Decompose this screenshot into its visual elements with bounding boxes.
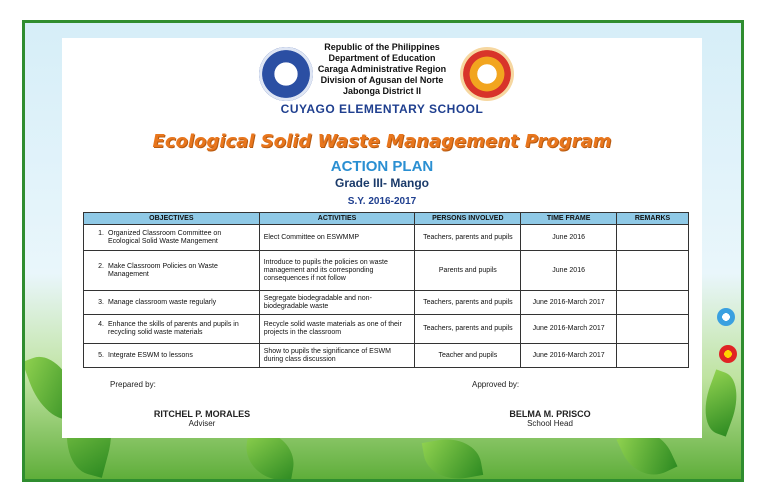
table-row — [84, 315, 689, 344]
table-row — [84, 291, 689, 315]
header-line: Jabonga District II — [342, 86, 422, 96]
persons-cell: Teachers, parents and pupils — [415, 225, 521, 251]
objective-text: Manage classroom waste regularly — [108, 298, 217, 306]
header-line: Division of Agusan del Norte — [320, 75, 444, 85]
remarks-cell — [617, 315, 689, 344]
approver-title: School Head — [527, 419, 573, 428]
column-header: OBJECTIVES — [84, 213, 260, 225]
table-row — [84, 251, 689, 291]
row-number: 2. — [98, 262, 104, 270]
objective-cell — [84, 344, 260, 368]
column-header: TIME FRAME — [521, 213, 617, 225]
timeframe-cell: June 2016 — [521, 225, 617, 251]
row-number: 3. — [98, 298, 104, 306]
flower-decoration-icon — [717, 308, 735, 326]
objective-cell — [84, 225, 260, 251]
grade-section: Grade III- Mango — [334, 176, 429, 190]
preparer-name: RITCHEL P. MORALES — [153, 409, 251, 419]
preparer-signature — [122, 409, 282, 428]
activity-cell: Elect Committee on ESWMMP — [259, 225, 415, 251]
header-line: Department of Education — [328, 53, 436, 63]
remarks-cell — [617, 291, 689, 315]
objective-cell — [84, 291, 260, 315]
school-year: S.Y. 2016-2017 — [347, 196, 417, 207]
action-plan-table — [83, 212, 689, 368]
persons-cell: Teachers, parents and pupils — [415, 291, 521, 315]
flower-decoration-icon — [719, 345, 737, 363]
remarks-cell — [617, 344, 689, 368]
remarks-cell — [617, 225, 689, 251]
background-frame — [22, 20, 744, 482]
preparer-title: Adviser — [188, 419, 216, 428]
persons-cell: Teachers, parents and pupils — [415, 315, 521, 344]
timeframe-cell: June 2016-March 2017 — [521, 291, 617, 315]
remarks-cell — [617, 251, 689, 291]
header-line: Republic of the Philippines — [324, 42, 440, 52]
objective-cell — [84, 315, 260, 344]
objective-text: Organized Classroom Committee on Ecological Solid Waste Mangement — [108, 229, 222, 245]
activity-cell: Recycle solid waste materials as one of their projects in the classroom — [259, 315, 415, 344]
timeframe-cell: June 2016-March 2017 — [521, 315, 617, 344]
column-header: REMARKS — [617, 213, 689, 225]
activity-cell: Segregate biodegradable and non-biodegradable waste — [259, 291, 415, 315]
leaf-decoration-icon — [696, 369, 744, 436]
row-number: 5. — [98, 351, 104, 359]
table-row — [84, 344, 689, 368]
activity-cell: Introduce to pupils the policies on waste management and its corresponding consequences if not follow — [259, 251, 415, 291]
document-subtitle: ACTION PLAN — [330, 158, 434, 175]
activity-cell: Show to pupils the significance of ESWM during class discussion — [259, 344, 415, 368]
objective-text: Integrate ESWM to lessons — [108, 351, 193, 359]
timeframe-cell: June 2016 — [521, 251, 617, 291]
timeframe-cell: June 2016-March 2017 — [521, 344, 617, 368]
column-header: PERSONS INVOLVED — [415, 213, 521, 225]
table-header-row — [84, 213, 689, 225]
table-row — [84, 225, 689, 251]
persons-cell: Parents and pupils — [415, 251, 521, 291]
action-plan-document — [62, 38, 702, 438]
header-line: Caraga Administrative Region — [317, 64, 447, 74]
objective-text: Enhance the skills of parents and pupils in recycling solid waste materials — [108, 321, 239, 336]
approved-by-label: Approved by: — [472, 380, 520, 389]
row-number: 1. — [98, 229, 104, 237]
objective-text: Make Classroom Policies on Waste Management — [108, 262, 218, 278]
prepared-by-label: Prepared by: — [110, 380, 156, 389]
school-name: CUYAGO ELEMENTARY SCHOOL — [280, 102, 484, 116]
row-number: 4. — [98, 321, 104, 328]
persons-cell: Teacher and pupils — [415, 344, 521, 368]
column-header: ACTIVITIES — [259, 213, 415, 225]
program-title: Ecological Solid Waste Management Program — [152, 131, 612, 152]
approver-name: BELMA M. PRISCO — [509, 409, 591, 419]
objective-cell — [84, 251, 260, 291]
leaf-decoration-icon — [422, 434, 483, 482]
approver-signature — [470, 409, 630, 428]
